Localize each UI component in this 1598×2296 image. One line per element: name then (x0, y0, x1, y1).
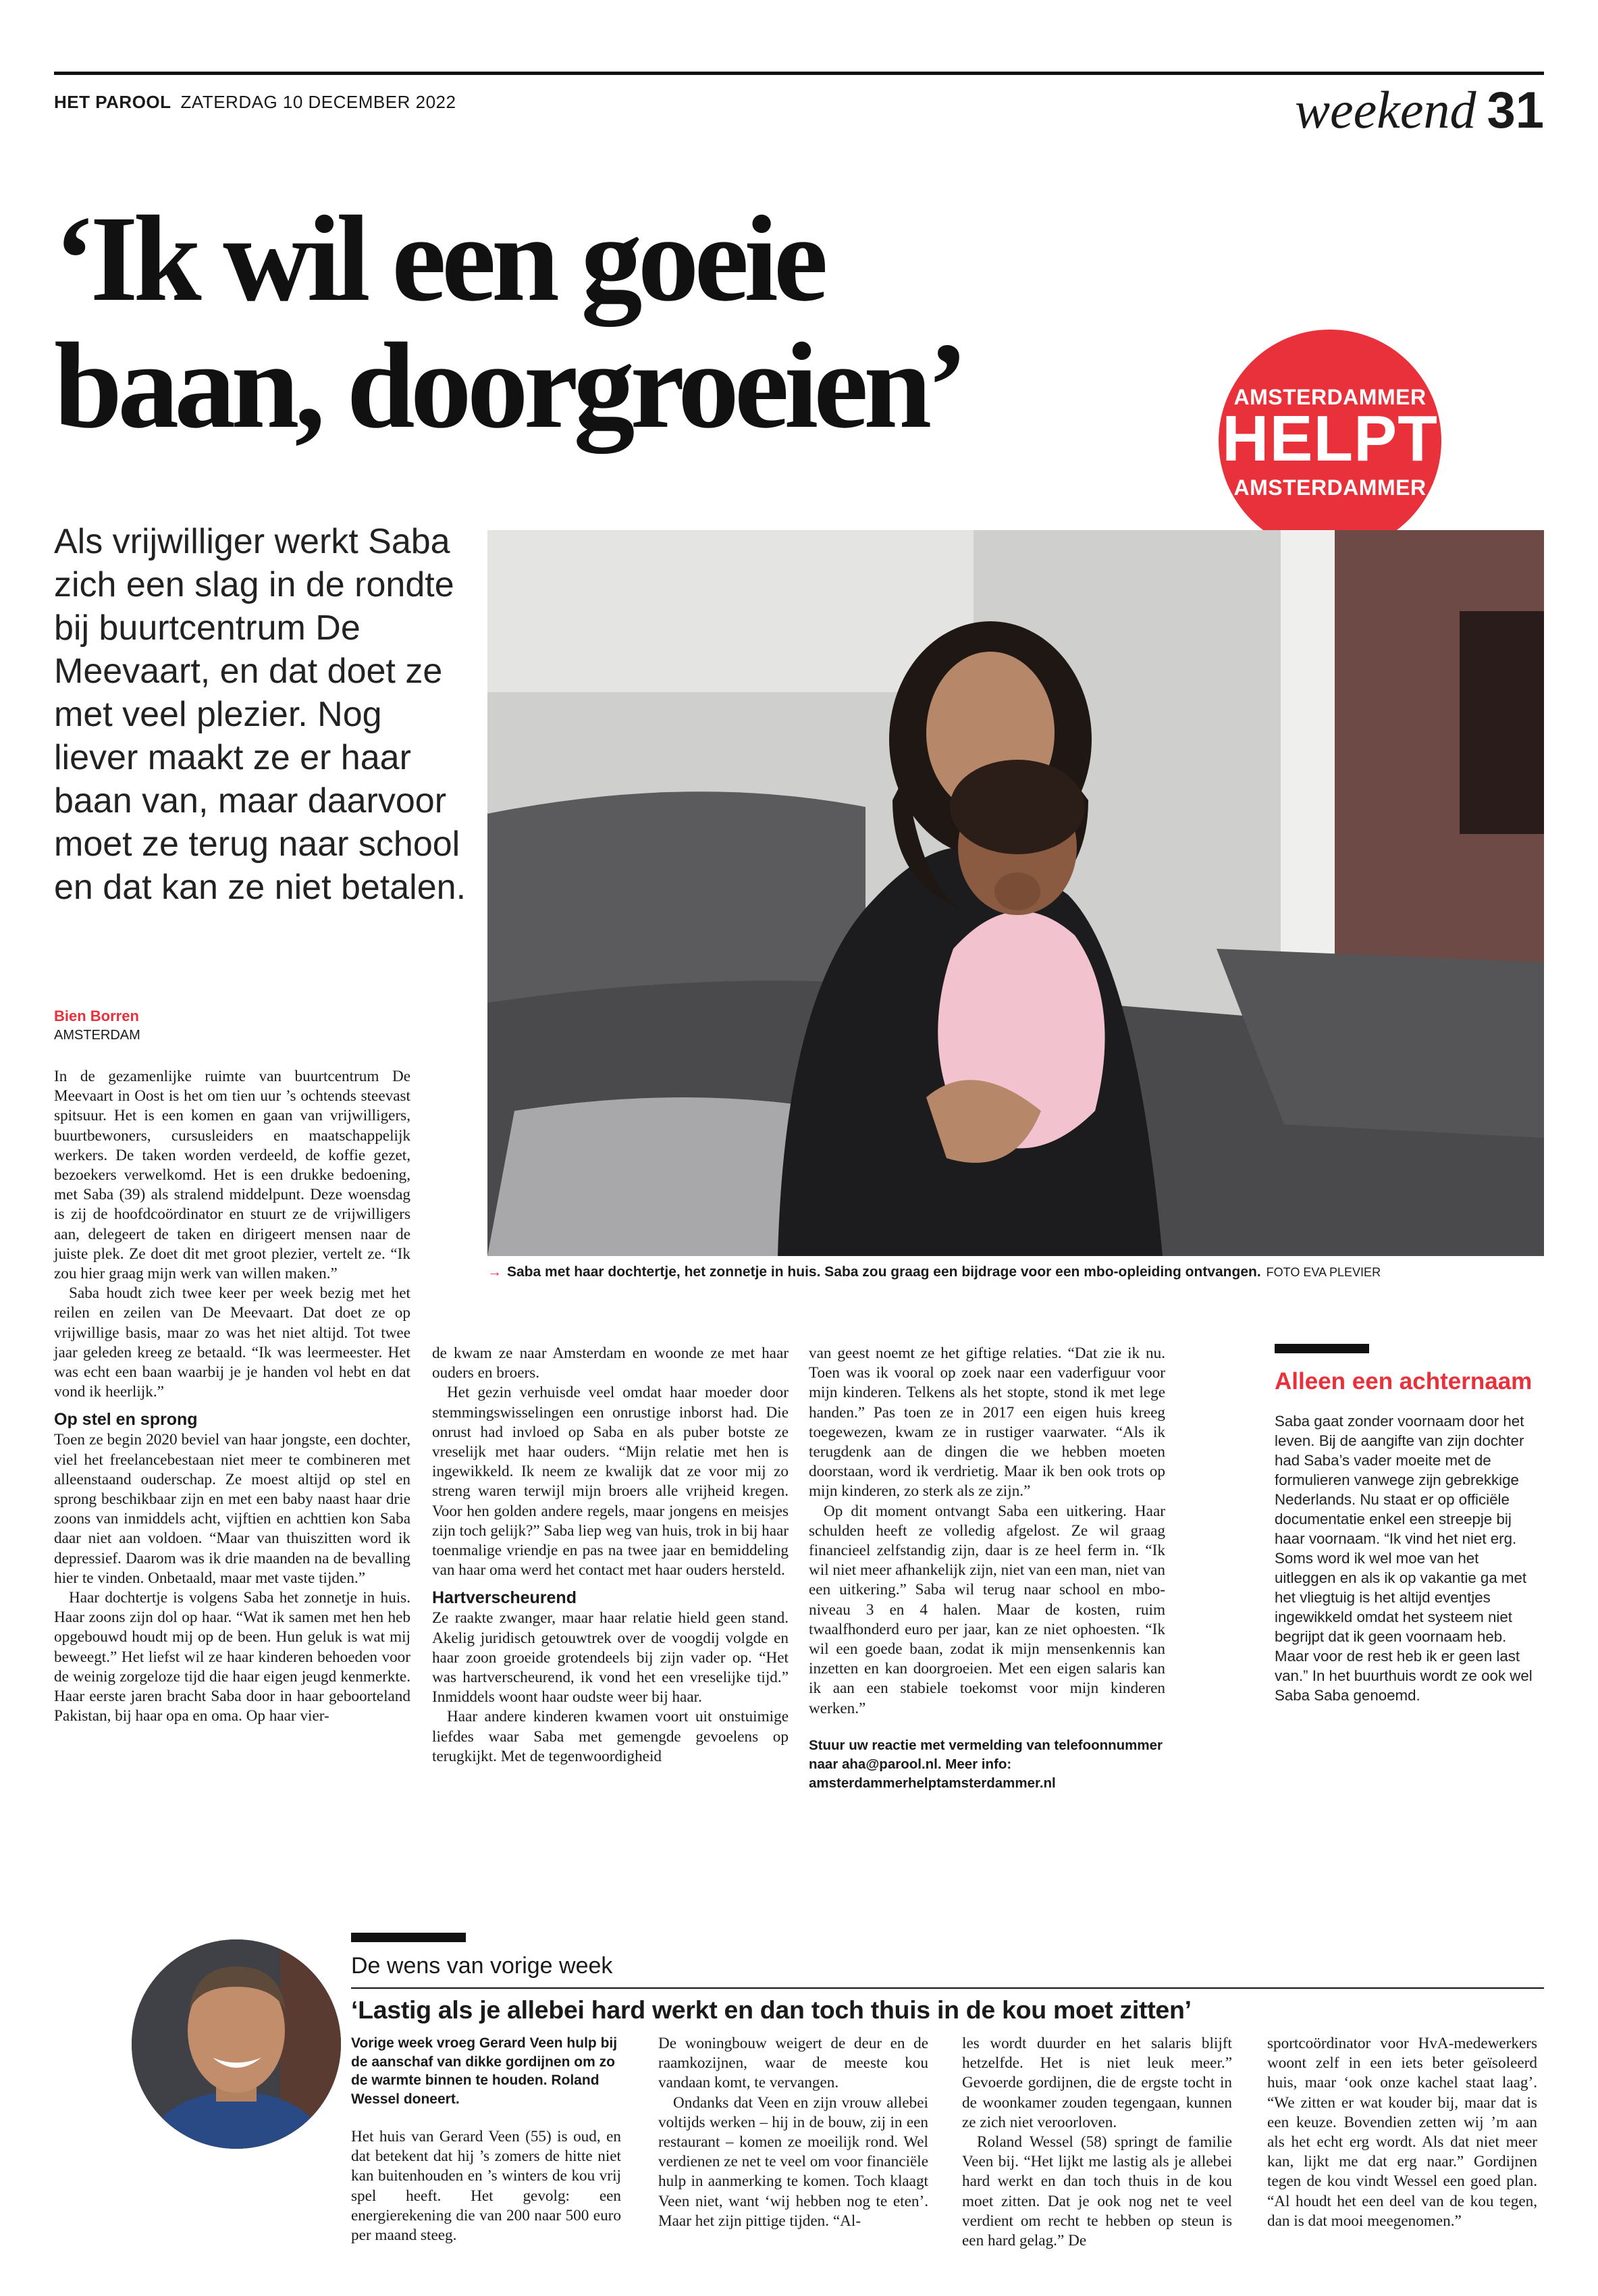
photo-credit: FOTO EVA PLEVIER (1266, 1266, 1381, 1279)
sidebar-title: Alleen een achternaam (1275, 1368, 1533, 1394)
author-name: Bien Borren (54, 1008, 139, 1024)
contact-info: Stuur uw reactie met vermelding van telefoonnummer naar aha@parool.nl. Meer info: amsterdammerhelptamsterdammer.nl (809, 1737, 1163, 1791)
paragraph: de kwam ze naar Amsterdam en woonde ze met haar ouders en broers. (432, 1345, 789, 1382)
section-name: weekend (1294, 80, 1476, 139)
portrait-photo (132, 1939, 341, 2149)
masthead (54, 92, 456, 113)
paragraph: les wordt duurder en het salaris blijft hetzelfde. Het is niet leuk meer.” Gevoerde gordijnen, die de ergste tocht in de woonkamer zouden tegengaan, kunnen ze zich niet veroorloven. (962, 2035, 1232, 2131)
paragraph: van geest noemt ze het giftige relaties. “Dat zie ik nu. Toen was ik vooral op zoek naar een vaderfiguur voor mijn kinderen. Telkens als het stopte, stond ik met lege handen.” Pas toen ze in 2017 een eigen huis kreeg toegewezen, kwam ze in rustiger vaarwater. “Als ik terugdenk aan de dingen die we hebben moeten doorstaan, word ik verdrietig. Maar ik ben ook trots op mijn kinderen, zo sterk als ze zijn.” (809, 1345, 1165, 1501)
paragraph: Ze raakte zwanger, maar haar relatie hield geen stand. Akelig juridisch getouwtrek over de voogdij volgde en haar zoon groeide grotendeels bij zijn vader op. “Het was hartverscheurend, ik vond het een vreselijke tijd.” Inmiddels woont haar oudste weer bij haar. (432, 1609, 789, 1706)
paragraph: Toen ze begin 2020 beviel van haar jongste, een dochter, viel het freelancebestaan niet meer te combineren met alleenstaand ouderschap. Ze moest altijd op stel en sprong beschikbaar zijn en met een baby naast haar drie zoons van inmiddels acht, vijftien en achttien kon Saba daar niet aan voldoen. “Maar van thuiszitten word ik depressief. Daarom was ik drie maanden na de bevalling hier te vinden. Onbetaald, maar met vaste tijden.” (54, 1431, 410, 1587)
sidebar-text: Saba gaat zonder voornaam door het leven. Bij de aangifte van zijn dochter had Saba’s vader moeite met de formulieren vanwege zijn gebrekkige Nederlands. Nu staat er op officiële documentatie enkel een streepje bij haar voornaam. “Ik vind het niet erg. Soms word ik wel moe van het uitleggen en als ik op vakantie ga met het vliegtuig is het altijd eventjes ingewikkeld omdat het systeem niet begrijpt dat ik geen voornaam heb. Maar voor de rest heb ik er geen last van.” In het buurthuis wordt ze ook wel Saba Saba genoemd. (1275, 1413, 1533, 1704)
article-column-2 (432, 1344, 789, 1767)
byline (54, 1008, 140, 1043)
previous-week-kicker: De wens van vorige week (351, 1953, 613, 1979)
caption-arrow-icon: → (487, 1264, 502, 1280)
caption-text: Saba met haar dochtertje, het zonnetje in huis. Saba zou graag een bijdrage voor een mbo-opleiding ontvangen. (507, 1264, 1261, 1280)
paper-name: HET PAROOL (54, 92, 171, 112)
portrait-illustration (132, 1939, 341, 2149)
headline (54, 191, 1242, 454)
previous-lead: Vorige week vroeg Gerard Veen hulp bij de aanschaf van dikke gordijnen om zo de warmte binnen te houden. Roland Wessel doneert. (351, 2035, 618, 2107)
paragraph: De woningbouw weigert de deur en de raamkozijnen, waar de meeste kou vandaan komt, te vervangen. (658, 2035, 928, 2092)
paragraph: Ondanks dat Veen en zijn vrouw allebei voltijds werken – hij in de bouw, zij in een restaurant – komen ze moeilijk rond. Wel verdienen ze net te veel om voor financiële hulp in aanmerking te komen. Toch klaagt Veen niet, want ‘wij hebben nog te eten’. Maar het zijn pittige tijden. “Al- (658, 2093, 928, 2230)
paragraph: Haar dochtertje is volgens Saba het zonnetje in huis. Haar zoons zijn dol op haar. “Wat ik samen met hen heb opgebouwd houdt mij op de been. Hun geluk is wat mij beweegt.” Het liefst wil ze haar kinderen behoeden voor de weinig zorgeloze tijd die haar eigen jeugd kenmerkte. Haar eerste jaren bracht Saba door in haar geboorteland Pakistan, bij haar opa en oma. Op haar vier- (54, 1589, 410, 1725)
paragraph: Op dit moment ontvangt Saba een uitkering. Haar schulden heeft ze volledig afgelost. Ze wil graag financieel zelfstandig zijn, daar is ze heel ferm in. “Ik wil niet meer afhankelijk zijn, niet van een man, niet van een uitkering.” Saba wil terug naar school en mbo-niveau 3 en 4 halen. Maar de kosten, ruim twaalfhonderd euro per jaar, kan ze niet ophoesten. “Ik wil een goede baan, zodat ik mijn mensenkennis kan inzetten en kan doorgroeien. Met een eigen salaris kan ik aan een stabiele toekomst voor mijn kinderen werken.” (809, 1502, 1165, 1717)
paragraph: In de gezamenlijke ruimte van buurtcentrum De Meevaart in Oost is het om tien uur ’s ochtends steevast spitsuur. Het is een komen en gaan van vrijwilligers, buurtbewoners, cursusleiders en maatschappelijk werkers. De taken worden verdeeld, de koffie gezet, bezoekers verwelkomd. Het is een drukke bedoening, met Saba (39) als stralend middelpunt. Deze woensdag is zij de hoofdcoördinator en stuurt ze de vrijwilligers aan, delegeert de taken en dirigeert mensen naar de juiste plek. Ze doet dit met groot plezier, vertelt ze. “Ik zou hier graag mijn werk van willen maken.” (54, 1068, 410, 1283)
sidebar-box (1262, 1344, 1544, 1705)
badge-bottom-text: AMSTERDAMMER (1233, 475, 1427, 500)
section-header (1295, 80, 1544, 140)
headline-line-1: ‘Ik wil een goeie (54, 191, 824, 327)
author-place: AMSTERDAM (54, 1028, 140, 1043)
paragraph: Het huis van Gerard Veen (55) is oud, en dat betekent dat hij ’s zomers de hitte niet kan buitenhouden en ’s winters de kou vrij spel heeft. Het gevolg: een energierekening die van 200 naar 500 euro per maand steeg. (351, 2128, 621, 2245)
previous-week-headline: ‘Lastig als je allebei hard werkt en dan toch thuis in de kou moet zitten’ (351, 1995, 1192, 2024)
headline-line-2: baan, doorgroeien’ (54, 318, 963, 454)
paragraph: Saba houdt zich twee keer per week bezig met het reilen en zeilen van De Meevaart. Dat doet ze op vrijwillige basis, maar zo was het niet altijd. Tot twee jaar geleden kreeg ze betaald. “Ik was leermeester. Het was echt een baan waarbij je je handen vol hebt en dat vond ik heerlijk.” (54, 1284, 410, 1401)
article-column-3 (809, 1344, 1165, 1793)
bottom-section-line (351, 1987, 1544, 1989)
paragraph: Roland Wessel (58) springt de familie Veen bij. “Het lijkt me lastig als je allebei hard werkt en dan toch thuis in de kou moet zitten. Dat je ook nog net te veel verdient om recht te hebben op steun is een hard gelag.” De (962, 2133, 1232, 2250)
intro-text: Als vrijwilliger werkt Saba zich een slag in de rondte bij buurtcentrum De Meevaart, en dat doet ze met veel plezier. Nog liever maakt ze er haar baan van, maar daarvoor moet ze terug naar school en dat kan ze niet betalen. (54, 522, 467, 907)
page-number: 31 (1487, 82, 1544, 139)
badge-top-text: AMSTERDAMMER (1233, 385, 1427, 409)
article-column-1 (54, 1067, 410, 1727)
previous-column-1 (351, 2034, 621, 2245)
badge-main-text: HELPT (1222, 402, 1438, 475)
amsterdammer-helpt-badge (1219, 330, 1441, 552)
paragraph: sportcoördinator voor HvA-medewerkers woont zelf in een iets beter geïsoleerd huis, maar ‘ook onze kachel staat laag’. “We zitten er wat kouder bij, maar dat is een keuze. Bovendien zetten wij ’m aan als het echt erg wordt. Als dat niet meer kan, lijkt me dat erg naar.” Gordijnen tegen de kou vindt Wessel een goed plan. “Al houdt het een deel van de kou tegen, dan is dat mooi meegenomen.” (1267, 2035, 1537, 2230)
previous-column-4 (1267, 2034, 1537, 2231)
photo-illustration (487, 530, 1544, 1256)
sidebar-rule (1275, 1344, 1369, 1353)
previous-column-2 (658, 2034, 928, 2231)
paragraph: Het gezin verhuisde veel omdat haar moeder door stemmingswisselingen een onrustige inborst had. Die onrust had invloed op Saba en als puber botste ze vreselijk met haar ouders. “Mijn relatie met hen is ingewikkeld. Ik neem ze kwalijk dat ze voor mij zo streng waren terwijl mijn broers alle vrijheid kregen. Voor hen golden andere regels, maar jongens en meisjes zijn toch gelijk?” Saba liep weg van huis, trok in bij haar toenmalige vriendje en pas na twee jaar en bemiddeling van haar oma werd het contact met haar ouders hersteld. (432, 1384, 789, 1580)
photo-caption (487, 1264, 1544, 1280)
subheading: Hartverscheurend (432, 1588, 577, 1608)
bottom-section-rule (351, 1933, 466, 1942)
previous-column-3 (962, 2034, 1232, 2251)
issue-date: ZATERDAG 10 DECEMBER 2022 (180, 92, 456, 112)
subheading: Op stel en sprong (54, 1410, 198, 1430)
main-photo (487, 530, 1544, 1256)
paragraph: Haar andere kinderen kwamen voort uit onstuimige liefdes waar Saba met gemengde gevoelens op terugkijkt. Met de tegenwoordigheid (432, 1708, 789, 1765)
top-rule (54, 72, 1544, 75)
